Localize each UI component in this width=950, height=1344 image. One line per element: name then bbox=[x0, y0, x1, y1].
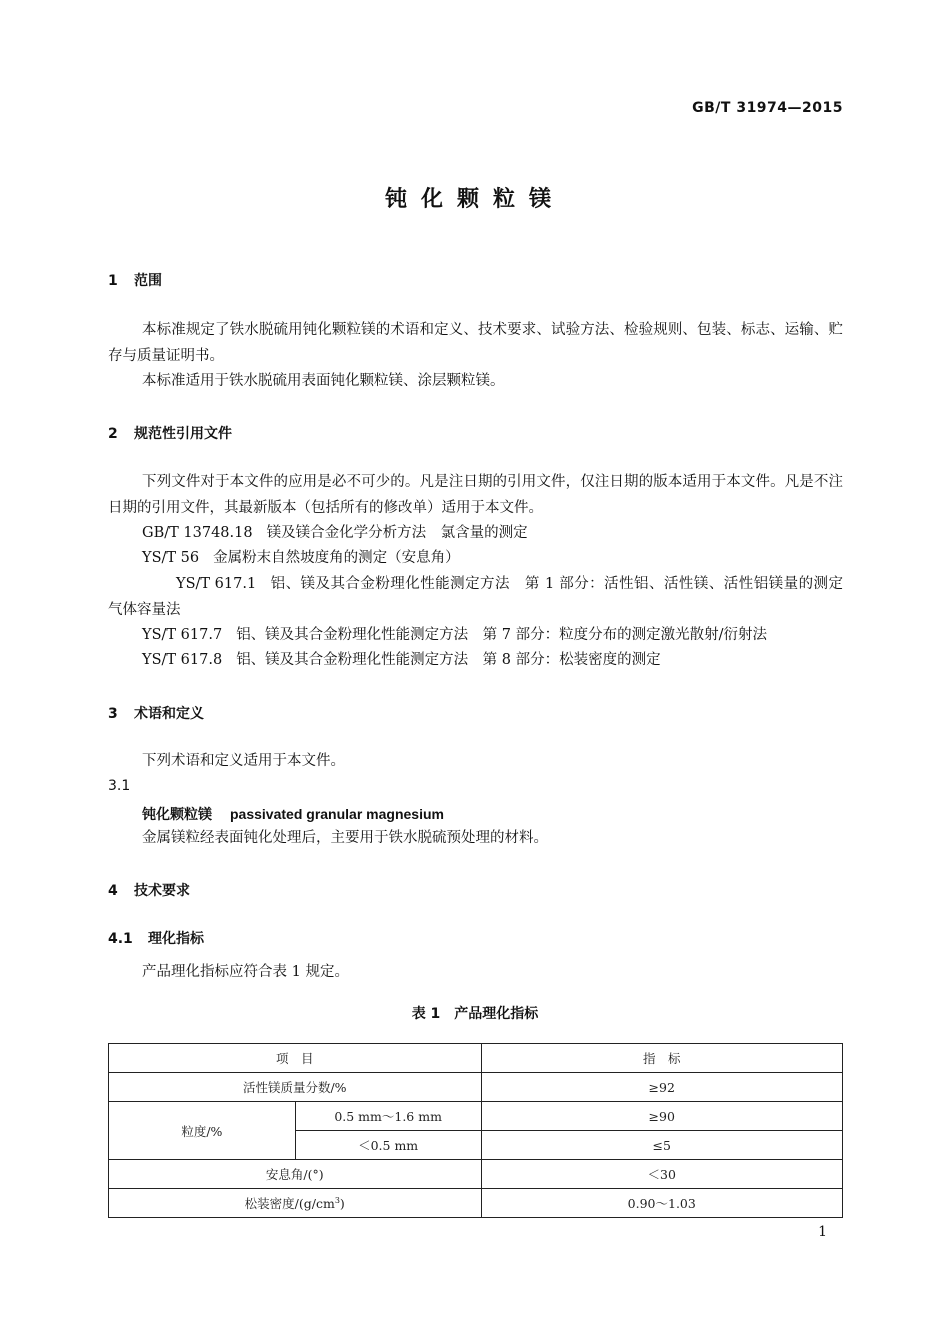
row-value: ≥92 bbox=[481, 1073, 843, 1102]
section-1-heading bbox=[108, 270, 162, 290]
reference-item bbox=[142, 521, 528, 547]
row-label: 活性镁质量分数/% bbox=[109, 1073, 482, 1102]
reference-item bbox=[142, 623, 767, 649]
scope-paragraph-2: 本标准适用于铁水脱硫用表面钝化颗粒镁、涂层颗粒镁。 bbox=[142, 373, 505, 389]
reference-title: 金属粉末自然坡度角的测定（安息角） bbox=[213, 550, 460, 566]
row-value: 0.90～1.03 bbox=[481, 1189, 843, 1218]
spec-table bbox=[108, 1043, 843, 1218]
row-sublabel: 0.5 mm～1.6 mm bbox=[295, 1102, 481, 1131]
subclause-number: 3.1 bbox=[108, 778, 131, 794]
table-row bbox=[109, 1189, 843, 1218]
header-item: 项 目 bbox=[109, 1044, 482, 1073]
reference-code: YS/T 617.7 bbox=[142, 627, 223, 643]
term-definition: 金属镁粒经表面钝化处理后，主要用于铁水脱硫预处理的材料。 bbox=[142, 830, 548, 846]
density-label-superscript: 3 bbox=[334, 1195, 340, 1205]
reference-code: YS/T 56 bbox=[142, 550, 200, 566]
reference-code: YS/T 617.1 bbox=[176, 576, 257, 592]
document-title: 钝化颗粒镁 bbox=[384, 187, 565, 212]
section-number: 3 bbox=[108, 706, 118, 722]
reference-item bbox=[108, 572, 858, 623]
section-title: 术语和定义 bbox=[134, 706, 204, 722]
term-entry bbox=[142, 804, 444, 824]
section-title: 范围 bbox=[134, 273, 162, 289]
table-row bbox=[109, 1102, 843, 1131]
reference-title: 铝、镁及其合金粉理化性能测定方法 第 1 部分：活性铝、活性镁、活性铝镁量的测定 气体容量法 bbox=[108, 576, 858, 618]
density-label-prefix: 松装密度/(g/cm bbox=[244, 1196, 335, 1211]
requirements-paragraph: 产品理化指标应符合表 1 规定。 bbox=[142, 964, 349, 980]
reference-item bbox=[142, 546, 460, 572]
row-label bbox=[109, 1189, 482, 1218]
reference-title: 镁及镁合金化学分析方法 氯含量的测定 bbox=[266, 525, 528, 541]
section-title: 规范性引用文件 bbox=[134, 426, 232, 442]
reference-title: 铝、镁及其合金粉理化性能测定方法 第 7 部分：粒度分布的测定激光散射/衍射法 bbox=[236, 627, 768, 643]
table-row bbox=[109, 1073, 843, 1102]
reference-item bbox=[142, 648, 661, 674]
reference-title: 铝、镁及其合金粉理化性能测定方法 第 8 部分：松装密度的测定 bbox=[236, 652, 661, 668]
references-intro: 下列文件对于本文件的应用是必不可少的。凡是注日期的引用文件，仅注日期的版本适用于本文件。凡是不注日期的引用文件，其最新版本（包括所有的修改单）适用于本文件。 bbox=[108, 474, 843, 516]
row-label: 粒度/% bbox=[109, 1102, 296, 1160]
scope-paragraph-1: 本标准规定了铁水脱硫用钝化颗粒镁的术语和定义、技术要求、试验方法、检验规则、包装、标志、运输、贮存与质量证明书。 bbox=[108, 322, 843, 364]
terms-intro: 下列术语和定义适用于本文件。 bbox=[142, 753, 345, 769]
section-title: 技术要求 bbox=[134, 883, 190, 899]
row-value: ＜30 bbox=[481, 1160, 843, 1189]
reference-code: YS/T 617.8 bbox=[142, 652, 223, 668]
subclause-4-1-heading bbox=[108, 928, 204, 948]
row-sublabel: ＜0.5 mm bbox=[295, 1131, 481, 1160]
section-2-heading bbox=[108, 423, 232, 443]
table-row bbox=[109, 1160, 843, 1189]
row-value: ≥90 bbox=[481, 1102, 843, 1131]
reference-code: GB/T 13748.18 bbox=[142, 525, 253, 541]
density-label-suffix: ) bbox=[339, 1196, 345, 1211]
section-3-heading bbox=[108, 703, 204, 723]
section-4-heading bbox=[108, 880, 190, 900]
row-value: ≤5 bbox=[481, 1131, 843, 1160]
term-english: passivated granular magnesium bbox=[230, 806, 444, 822]
table-caption: 表 1 产品理化指标 bbox=[411, 1006, 539, 1022]
section-number: 2 bbox=[108, 426, 118, 442]
page-number: 1 bbox=[818, 1224, 827, 1240]
subclause-title: 理化指标 bbox=[148, 931, 204, 947]
term-chinese: 钝化颗粒镁 bbox=[142, 807, 212, 823]
header-value: 指 标 bbox=[481, 1044, 843, 1073]
section-number: 4 bbox=[108, 883, 118, 899]
standard-code: GB/T 31974—2015 bbox=[692, 100, 843, 116]
row-label: 安息角/(°) bbox=[109, 1160, 482, 1189]
section-number: 1 bbox=[108, 273, 118, 289]
subclause-number: 4.1 bbox=[108, 931, 133, 947]
table-header-row bbox=[109, 1044, 843, 1073]
